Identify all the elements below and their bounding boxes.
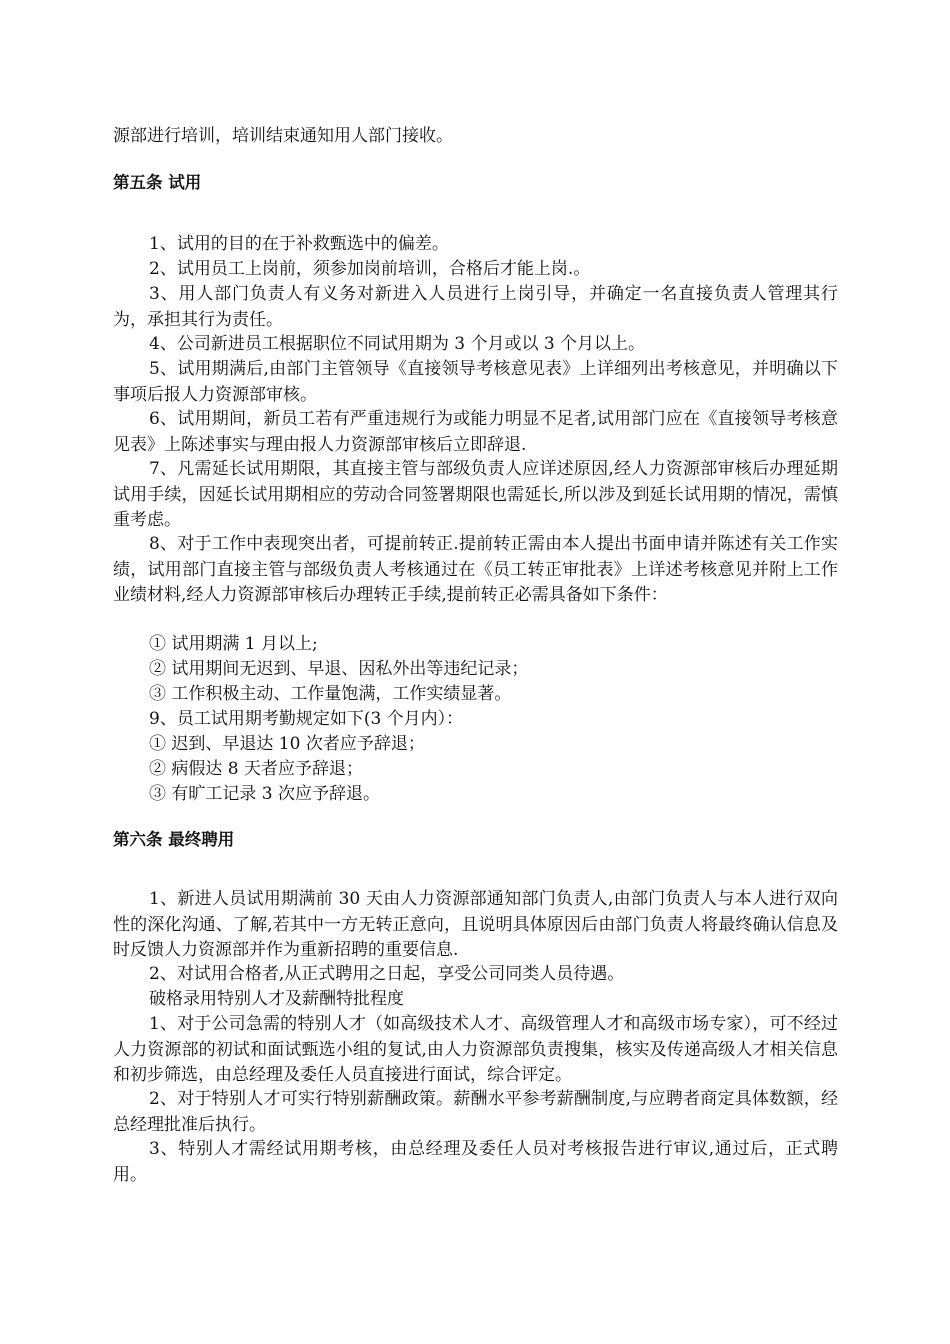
attendance-rule-1: ① 迟到、早退达 10 次者应予辞退；	[149, 734, 425, 754]
special-talent-item-3: 3、特别人才需经试用期考核，由总经理及委任人员对考核报告进行审议,通过后，正式聘用。	[113, 1139, 838, 1185]
special-talent-item-2: 2、对于特别人才可实行特别薪酬政策。薪酬水平参考薪酬制度,与应聘者商定具体数额，经总经理批准后执行。	[113, 1089, 838, 1135]
special-talent-item-1: 1、对于公司急需的特别人才（如高级技术人才、高级管理人才和高级市场专家），可不经过人力资源部的初试和面试甄选小组的复试,由人力资源部负责搜集，核实及传递高级人才相关信息和初步筛选，由总经理及委任人员直接进行面试，综合评定。	[113, 1014, 838, 1085]
early-conversion-condition-1: ① 试用期满 1 月以上;	[149, 634, 318, 654]
trial-item-6: 6、试用期间，新员工若有严重违规行为或能力明显不足者,试用部门应在《直接领导考核意见表》上陈述事实与理由报人力资源部审核后立即辞退.	[113, 409, 838, 455]
intro-paragraph-tail: 源部进行培训，培训结束通知用人部门接收。	[113, 126, 453, 146]
trial-item-7: 7、凡需延长试用期限，其直接主管与部级负责人应详述原因,经人力资源部审核后办理延期试用手续，因延长试用期相应的劳动合同签署期限也需延长,所以涉及到延长试用期的情况，需慎重考虑。	[113, 459, 838, 530]
trial-item-3: 3、用人部门负责人有义务对新进入人员进行上岗引导，并确定一名直接负责人管理其行为，承担其行为责任。	[113, 284, 838, 330]
trial-item-9: 9、员工试用期考勤规定如下(3 个月内）：	[149, 709, 464, 729]
trial-item-1: 1、试用的目的在于补救甄选中的偏差。	[149, 234, 449, 254]
trial-item-5: 5、试用期满后,由部门主管领导《直接领导考核意见表》上详细列出考核意见，并明确以下事项后报人力资源部审核。	[113, 359, 838, 405]
trial-item-4: 4、公司新进员工根据职位不同试用期为 3 个月或以 3 个月以上。	[149, 334, 646, 354]
trial-item-2: 2、试用员工上岗前，须参加岗前培训，合格后才能上岗.。	[149, 259, 591, 279]
final-hire-item-1: 1、新进人员试用期满前 30 天由人力资源部通知部门负责人,由部门负责人与本人进行双向性的深化沟通、了解,若其中一方无转正意向，且说明具体原因后由部门负责人将最终确认信息及时反馈人力资源部并作为重新招聘的重要信息.	[113, 889, 838, 960]
early-conversion-condition-2: ② 试用期间无迟到、早退、因私外出等违纪记录；	[149, 659, 529, 679]
attendance-rule-2: ② 病假达 8 天者应予辞退；	[149, 759, 364, 779]
final-hire-item-2: 2、对试用合格者,从正式聘用之日起，享受公司同类人员待遇。	[149, 964, 625, 984]
section-6-heading: 第六条 最终聘用	[113, 830, 235, 849]
attendance-rule-3: ③ 有旷工记录 3 次应予辞退。	[149, 784, 381, 804]
early-conversion-condition-3: ③ 工作积极主动、工作量饱满，工作实绩显著。	[149, 684, 512, 704]
section-5-heading: 第五条 试用	[113, 173, 202, 192]
trial-item-8: 8、对于工作中表现突出者，可提前转正.提前转正需由本人提出书面申请并陈述有关工作实绩，试用部门直接主管与部级负责人考核通过在《员工转正审批表》上详述考核意见并附上工作业绩材料,经人力资源部审核后办理转正手续,提前转正必需具备如下条件：	[113, 534, 838, 605]
special-talent-title: 破格录用特别人才及薪酬特批程度	[149, 989, 404, 1009]
